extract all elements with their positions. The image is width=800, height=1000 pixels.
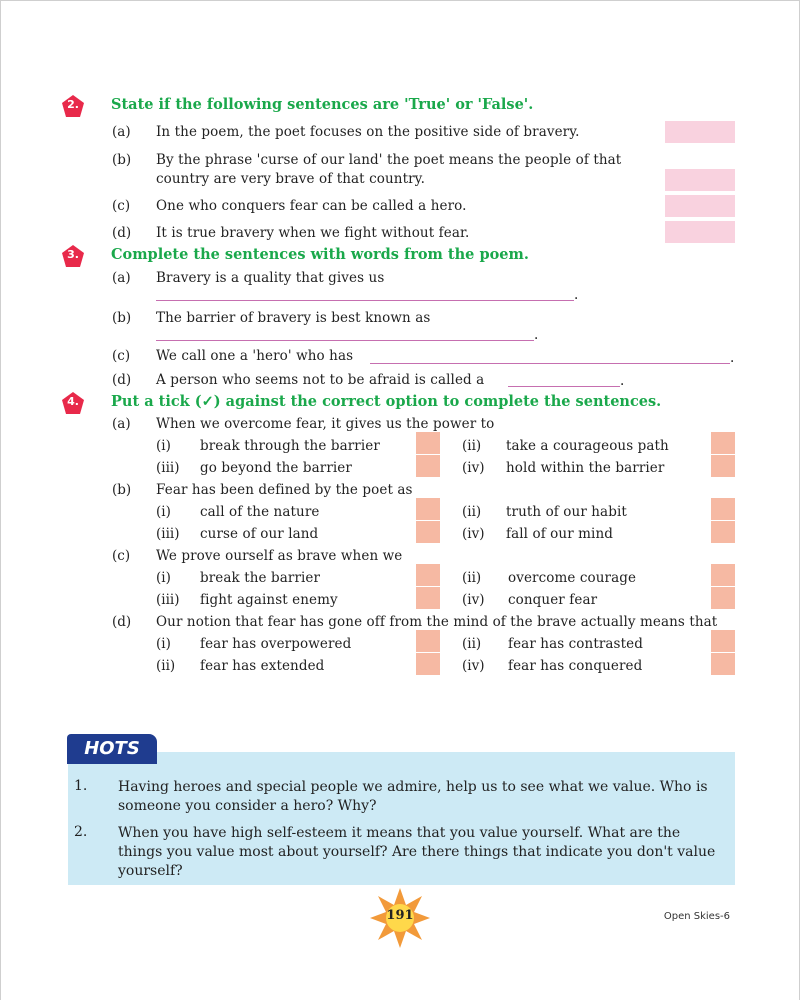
q2c-label: (c): [112, 198, 131, 214]
q4c-text: We prove ourself as brave when we: [156, 548, 403, 564]
q4a-opt4-label: (iv): [462, 460, 485, 476]
q4c-opt1-label: (i): [156, 570, 171, 586]
question-3-heading: Complete the sentences with words from the poem.: [111, 246, 529, 263]
q4a-opt1-tick-box[interactable]: [416, 432, 440, 454]
q4c-opt1-text: break the barrier: [200, 570, 321, 586]
q4d-opt2-tick-box[interactable]: [711, 630, 735, 652]
q2a-text: In the poem, the poet focuses on the positive side of bravery.: [156, 124, 580, 140]
hots-item-2-text: When you have high self-esteem it means that you value yourself. What are the things you value most about yourself? Are there things that indicate you don't value yourself?: [118, 825, 716, 879]
hots-item-1-text: Having heroes and special people we admire, help us to see what we value. Who is someone you consider a hero? Why?: [118, 779, 708, 814]
q4b-text: Fear has been defined by the poet as: [156, 482, 413, 498]
page-border-left: [0, 0, 1, 1000]
question-4-number: 4.: [67, 395, 79, 408]
q4b-opt4-label: (iv): [462, 526, 485, 542]
q3b-text: The barrier of bravery is best known as: [156, 310, 431, 326]
q3d-end-dot: .: [620, 373, 625, 389]
q4d-opt2-text: fear has contrasted: [508, 636, 643, 652]
q4b-opt1-tick-box[interactable]: [416, 498, 440, 520]
q4b-opt4-tick-box[interactable]: [711, 521, 735, 543]
q4a-opt1-label: (i): [156, 438, 171, 454]
page-number: 191: [386, 908, 414, 923]
q4c-opt2-text: overcome courage: [508, 570, 637, 586]
q4a-opt4-tick-box[interactable]: [711, 455, 735, 477]
q4a-opt3-tick-box[interactable]: [416, 455, 440, 477]
q3d-answer-blank[interactable]: [508, 386, 620, 387]
q4d-opt3-tick-box[interactable]: [416, 653, 440, 675]
q4a-opt3-text: go beyond the barrier: [200, 460, 352, 476]
footer-book-title: Open Skies-6: [663, 911, 730, 922]
q4d-text: Our notion that fear has gone off from the mind of the brave actually means that: [156, 614, 718, 630]
q2c-text: One who conquers fear can be called a hero.: [156, 198, 467, 214]
q2d-label: (d): [112, 225, 132, 241]
q4d-opt1-tick-box[interactable]: [416, 630, 440, 652]
q4a-opt2-text: take a courageous path: [506, 438, 669, 454]
question-3-badge: [62, 245, 84, 267]
q4d-opt4-tick-box[interactable]: [711, 653, 735, 675]
q3c-label: (c): [112, 348, 131, 364]
q4c-opt2-tick-box[interactable]: [711, 564, 735, 586]
q3d-text: A person who seems not to be afraid is called a: [156, 372, 485, 388]
question-4-heading: Put a tick (✓) against the correct option to complete the sentences.: [111, 393, 662, 410]
q2a-label: (a): [112, 124, 131, 140]
q4c-opt4-label: (iv): [462, 592, 485, 608]
q4b-opt3-text: curse of our land: [200, 526, 319, 542]
q4b-opt1-text: call of the nature: [200, 504, 320, 520]
q2c-answer-box[interactable]: [665, 195, 735, 217]
q4d-opt3-text: fear has extended: [200, 658, 325, 674]
question-2-heading: State if the following sentences are 'True' or 'False'.: [111, 96, 534, 113]
q4c-opt1-tick-box[interactable]: [416, 564, 440, 586]
q3c-answer-blank[interactable]: [370, 363, 730, 364]
q2d-text: It is true bravery when we fight without fear.: [156, 225, 470, 241]
q4a-label: (a): [112, 416, 131, 432]
q4c-opt4-tick-box[interactable]: [711, 587, 735, 609]
q4a-opt1-text: break through the barrier: [200, 438, 380, 454]
q4d-opt1-text: fear has overpowered: [200, 636, 352, 652]
q2d-answer-box[interactable]: [665, 221, 735, 243]
q2b-answer-box[interactable]: [665, 169, 735, 191]
q2a-answer-box[interactable]: [665, 121, 735, 143]
q3d-label: (d): [112, 372, 132, 388]
q3a-answer-blank[interactable]: [156, 300, 574, 301]
question-3-number: 3.: [67, 248, 79, 261]
q2b-label: (b): [112, 152, 132, 168]
q4b-opt3-label: (iii): [156, 526, 180, 542]
q4c-opt4-text: conquer fear: [508, 592, 598, 608]
q4b-label: (b): [112, 482, 132, 498]
q4d-opt1-label: (i): [156, 636, 171, 652]
q3b-label: (b): [112, 310, 132, 326]
q3b-answer-blank[interactable]: [156, 340, 534, 341]
q4d-opt4-text: fear has conquered: [508, 658, 643, 674]
page-border-top: [0, 0, 800, 1]
hots-title: HOTS: [67, 734, 157, 764]
q4b-opt1-label: (i): [156, 504, 171, 520]
q4a-opt2-label: (ii): [462, 438, 482, 454]
q4a-opt4-text: hold within the barrier: [506, 460, 665, 476]
q4a-opt3-label: (iii): [156, 460, 180, 476]
q2b-text-line1: By the phrase 'curse of our land' the poet means the people of that: [156, 152, 622, 168]
q3a-label: (a): [112, 270, 131, 286]
q3a-text: Bravery is a quality that gives us: [156, 270, 385, 286]
q4c-opt3-label: (iii): [156, 592, 180, 608]
q4d-opt3-label: (ii): [156, 658, 176, 674]
q4a-text: When we overcome fear, it gives us the power to: [156, 416, 495, 432]
q4c-opt3-text: fight against enemy: [200, 592, 338, 608]
q4b-opt2-text: truth of our habit: [506, 504, 627, 520]
q3b-end-dot: .: [534, 327, 539, 343]
q4b-opt3-tick-box[interactable]: [416, 521, 440, 543]
q4c-opt2-label: (ii): [462, 570, 482, 586]
q3c-text: We call one a 'hero' who has: [156, 348, 354, 364]
q4d-opt4-label: (iv): [462, 658, 485, 674]
question-2-badge: [62, 95, 84, 117]
q4b-opt2-label: (ii): [462, 504, 482, 520]
q4c-opt3-tick-box[interactable]: [416, 587, 440, 609]
q3a-end-dot: .: [574, 287, 579, 303]
q4a-opt2-tick-box[interactable]: [711, 432, 735, 454]
q4d-label: (d): [112, 614, 132, 630]
q4b-opt2-tick-box[interactable]: [711, 498, 735, 520]
question-4-badge: [62, 392, 84, 414]
question-2-number: 2.: [67, 98, 79, 111]
q3c-end-dot: .: [730, 350, 735, 366]
q2b-text-line2: country are very brave of that country.: [156, 171, 425, 187]
q4d-opt2-label: (ii): [462, 636, 482, 652]
hots-item-2-number: 2.: [74, 824, 88, 840]
q4c-label: (c): [112, 548, 131, 564]
hots-item-1-number: 1.: [74, 778, 88, 794]
q4b-opt4-text: fall of our mind: [506, 526, 614, 542]
